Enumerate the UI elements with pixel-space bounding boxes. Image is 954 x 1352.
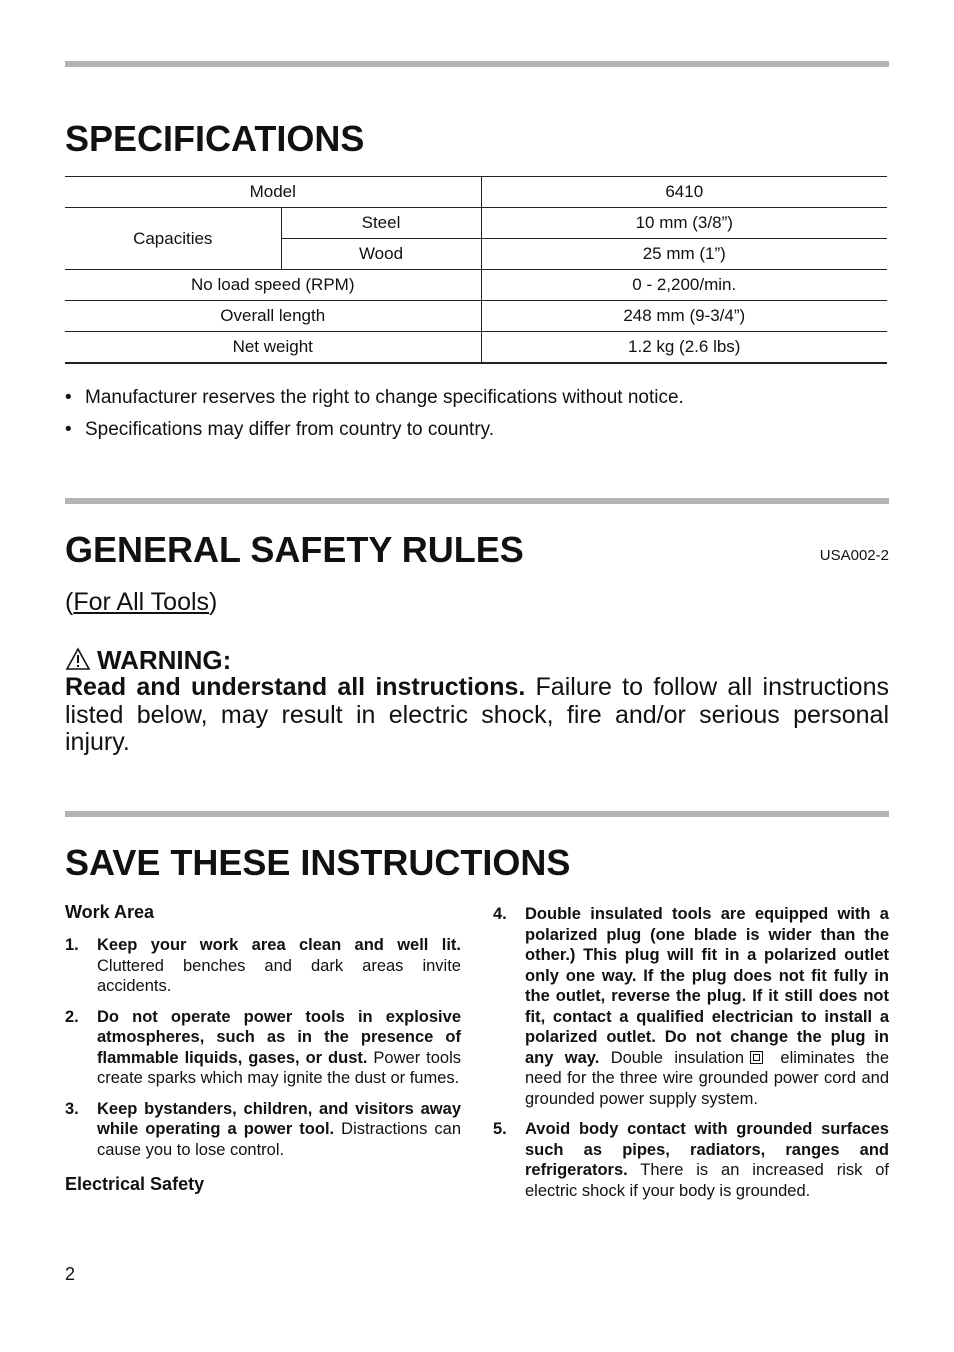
note-text: Specifications may differ from country to country. [85, 419, 495, 440]
capacities-label: Capacities [65, 208, 281, 270]
model-label: Model [65, 177, 481, 208]
section-rule [65, 811, 889, 817]
document-code: USA002-2 [819, 547, 889, 564]
table-row [65, 177, 887, 208]
section-rule [65, 498, 889, 504]
item-bold: Double insulated tools are equipped with a polarized plug (one blade is wider than the other.) This plug will fit in a polarized outlet only one way. If the plug does not fit fully in the outlet, reverse the plug. If it still does not fit, contact a qualified electrician to install a polarized outlet. Do not change the plug in any way. [525, 905, 889, 1067]
weight-value: 1.2 kg (2.6 lbs) [481, 332, 887, 364]
warning-heading [65, 645, 231, 676]
item-number: 1. [65, 936, 79, 954]
table-row [65, 270, 887, 301]
paren-close: ) [209, 588, 218, 616]
item-bold: Keep bystanders, children, and visitors away while operating a power tool. [97, 1099, 461, 1138]
item-number: 5. [493, 1120, 507, 1138]
specifications-table [65, 176, 887, 364]
list-item [65, 384, 684, 416]
speed-value: 0 - 2,200/min. [481, 270, 887, 301]
length-value: 248 mm (9-3/4”) [481, 301, 887, 332]
item-text: Distractions can cause you to lose control. [97, 1120, 461, 1159]
paren-open: ( [65, 588, 74, 616]
item-bold: Keep your work area clean and well lit. [97, 936, 461, 954]
bullet: • [65, 419, 72, 440]
subtitle-text: For All Tools [73, 588, 210, 616]
top-rule [65, 61, 889, 67]
table-row [65, 332, 887, 364]
item-number: 2. [65, 1007, 79, 1026]
double-insulation-icon [750, 1051, 763, 1064]
speed-label: No load speed (RPM) [65, 270, 481, 301]
item-text: Cluttered benches and dark areas invite accidents. [97, 956, 461, 995]
left-column [65, 902, 461, 1207]
item-text: There is an increased risk of electric shock if your body is grounded. [525, 1161, 889, 1200]
list-item [65, 935, 461, 997]
item-text: eliminates the need for the three wire grounded power cord and grounded power supply system. [525, 1048, 889, 1108]
list-item [65, 1007, 461, 1089]
item-text: Power tools create sparks which may ignite the dust or fumes. [97, 1048, 461, 1087]
table-row [65, 208, 887, 239]
specifications-title: SPECIFICATIONS [65, 118, 365, 159]
model-value: 6410 [481, 177, 887, 208]
right-column [493, 904, 889, 1211]
general-safety-title: GENERAL SAFETY RULES [65, 529, 524, 570]
subtitle [65, 588, 217, 617]
warning-text: Failure to follow all instructions listed below, may result in electric shock, fire and/or serious personal injury. [65, 673, 889, 756]
list-item [65, 416, 684, 448]
bullet: • [65, 387, 72, 408]
save-instructions-title: SAVE THESE INSTRUCTIONS [65, 842, 571, 883]
wood-label: Wood [281, 239, 481, 270]
work-area-heading: Work Area [65, 902, 155, 922]
length-label: Overall length [65, 301, 481, 332]
item-number: 3. [65, 1099, 79, 1118]
list-item [65, 1099, 461, 1161]
item-bold: Do not operate power tools in explosive atmospheres, such as in the presence of flammable liquids, gases, or dust. [97, 1007, 461, 1067]
electrical-safety-heading: Electrical Safety [65, 1174, 205, 1194]
warning-label: WARNING: [97, 645, 232, 675]
list-item [493, 904, 889, 1109]
note-text: Manufacturer reserves the right to change specifications without notice. [85, 387, 684, 408]
item-text: Double insulation [599, 1048, 745, 1067]
wood-value: 25 mm (1”) [481, 239, 887, 270]
weight-label: Net weight [65, 332, 481, 364]
item-number: 4. [493, 905, 507, 923]
warning-bold: Read and understand all instructions. [65, 673, 526, 701]
warning-icon [65, 647, 91, 671]
spec-notes [65, 384, 684, 448]
table-row [65, 301, 887, 332]
list-item [493, 1119, 889, 1201]
page-number: 2 [65, 1264, 76, 1284]
steel-label: Steel [281, 208, 481, 239]
warning-body [65, 674, 889, 757]
steel-value: 10 mm (3/8”) [481, 208, 887, 239]
item-bold: Avoid body contact with grounded surfaces such as pipes, radiators, ranges and refrigerators. [525, 1120, 889, 1179]
